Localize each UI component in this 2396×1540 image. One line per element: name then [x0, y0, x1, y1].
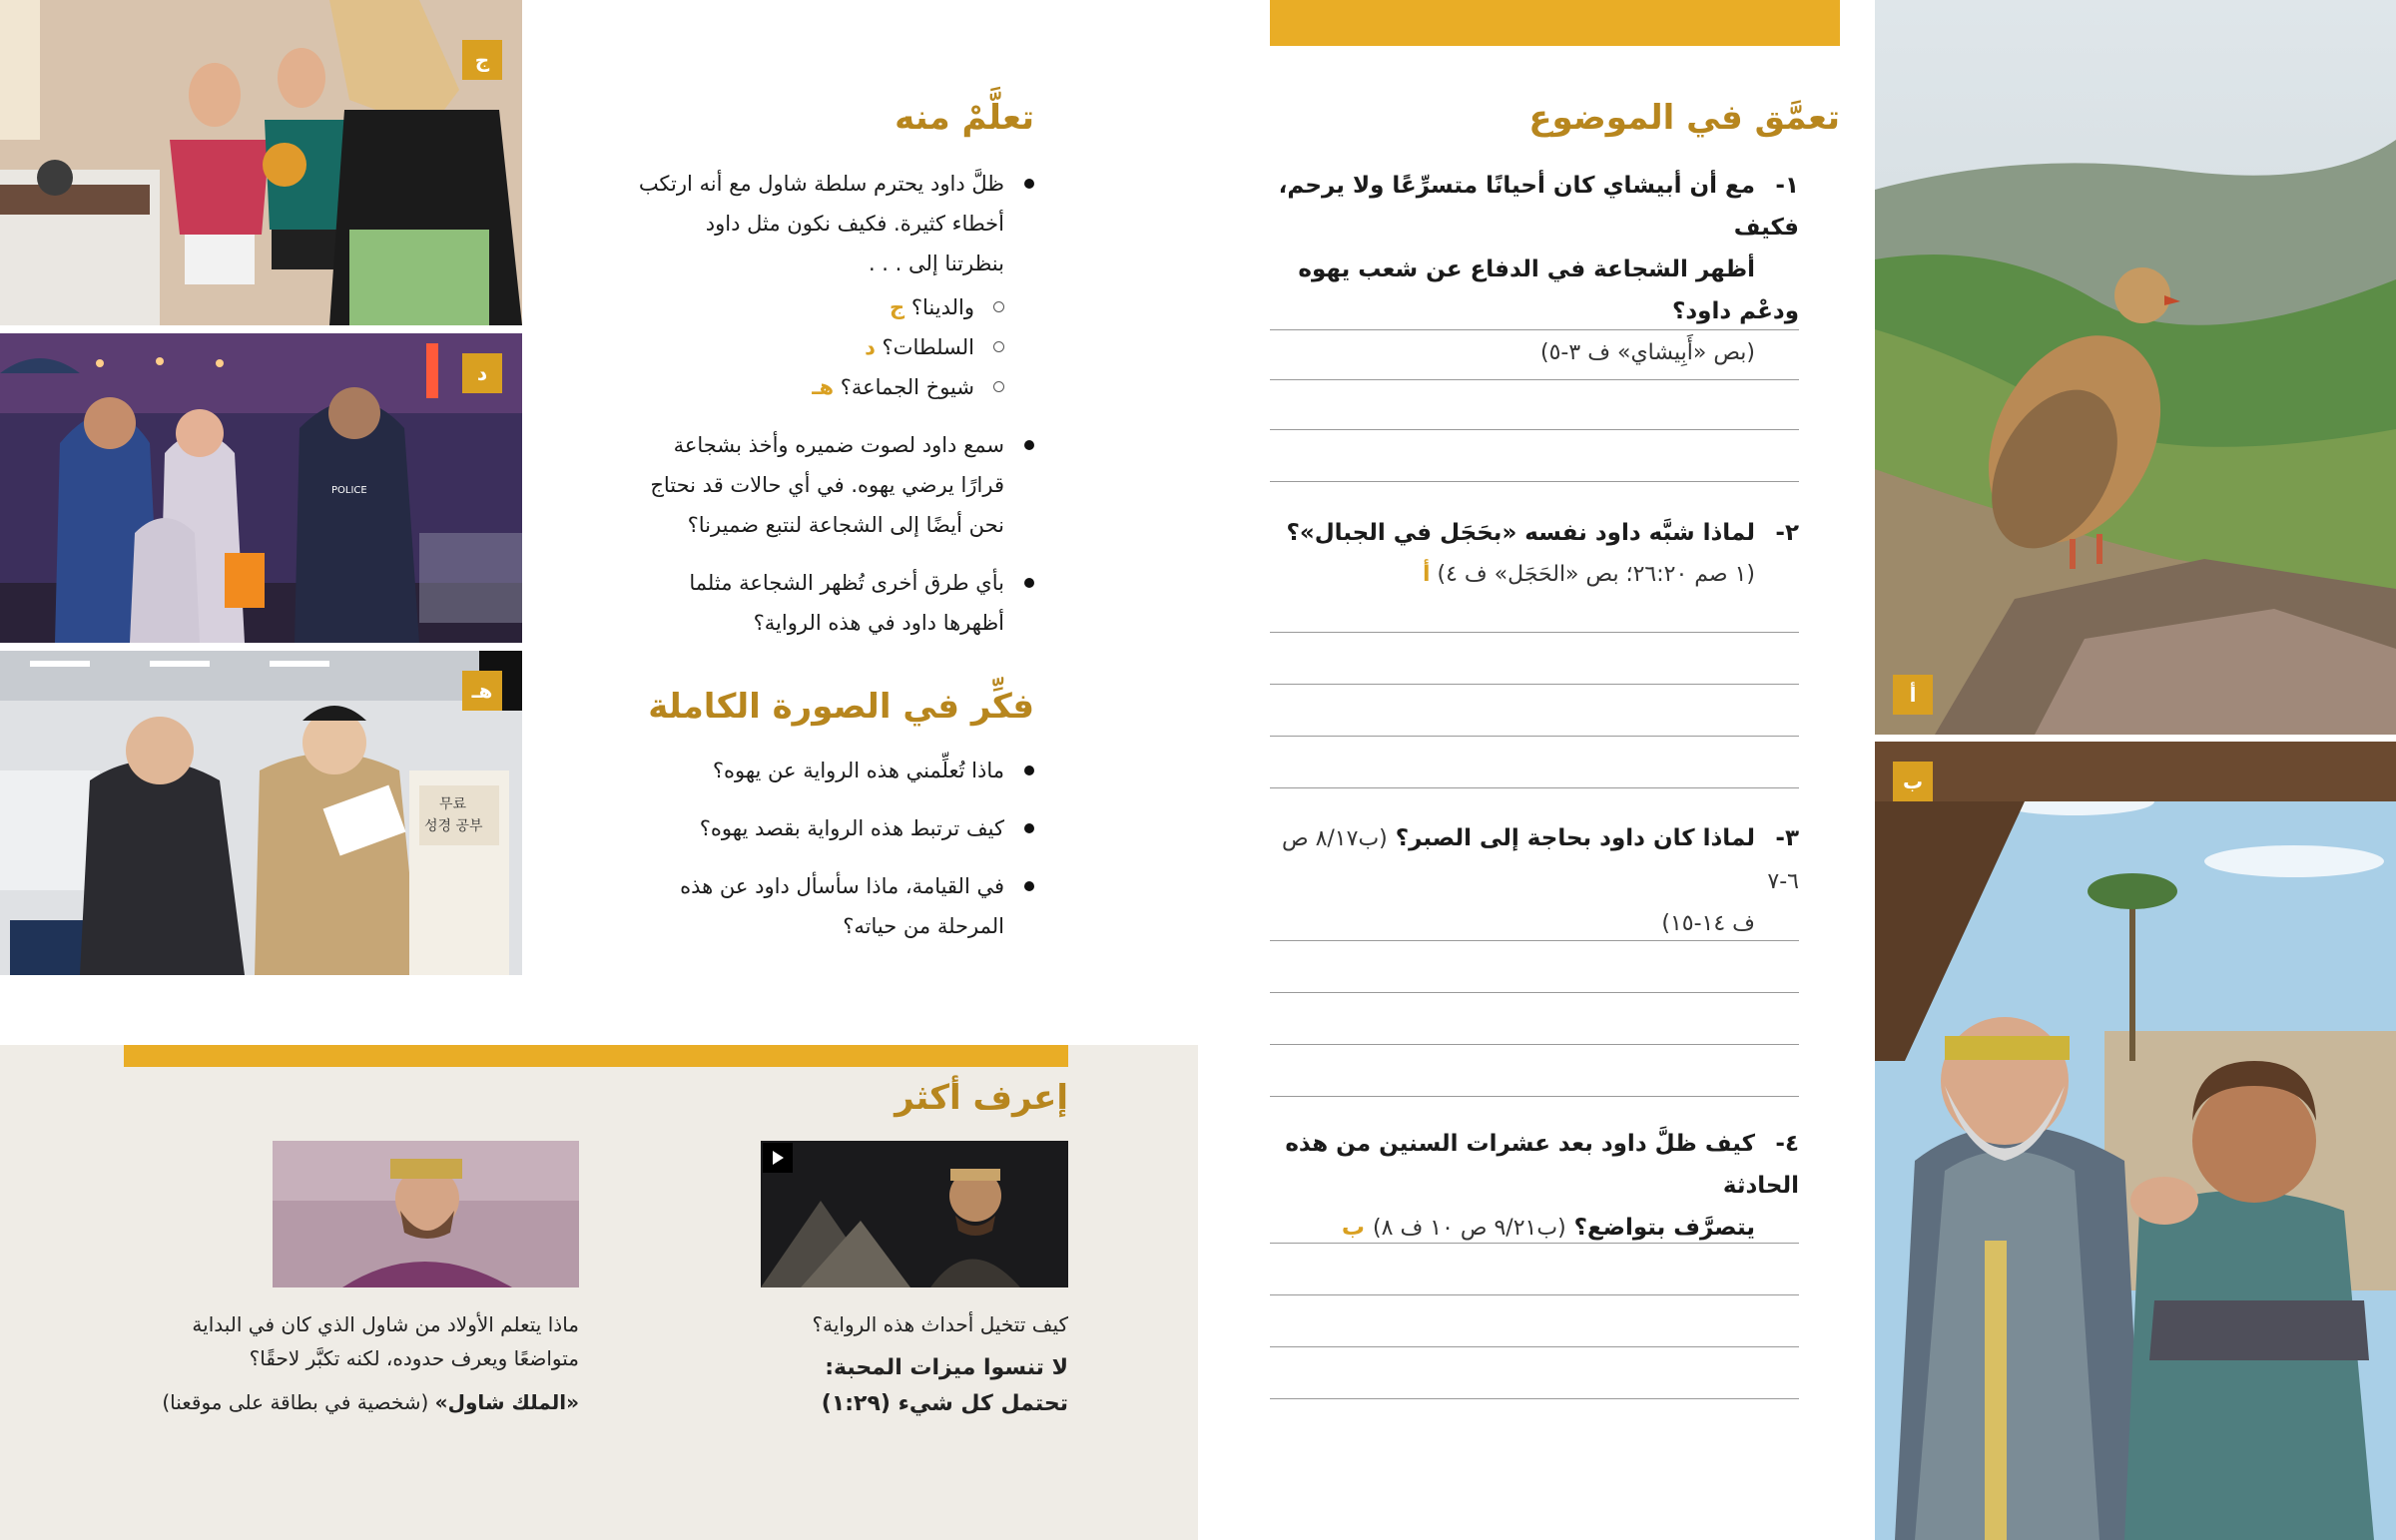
play-icon[interactable]: [763, 1143, 793, 1173]
answer-line[interactable]: [1270, 684, 1799, 685]
answer-line[interactable]: [1270, 379, 1799, 380]
learn-list: [599, 164, 1034, 661]
card-title-suffix: (شخصية في بطاقة على موقعنا): [162, 1390, 435, 1414]
question-text: أظهر الشجاعة في الدفاع عن شعب يهوه ودعْم داود؟: [1298, 257, 1799, 324]
top-accent-bar: [1270, 0, 1840, 46]
learn-bullet: ظلَّ داود يحترم سلطة شاول مع أنه ارتكب أخطاء كثيرة. فكيف نكون مثل داود بنظرتنا إلى . . . والدينا؟ ج السلطات؟ د شيوخ الجماعة؟ هـ: [599, 164, 1034, 407]
think-list: [599, 751, 1034, 964]
answer-line[interactable]: [1270, 1294, 1799, 1295]
answer-line[interactable]: [1270, 632, 1799, 633]
sign-text-1: 무료: [439, 796, 467, 812]
photo-badge-e: هـ: [462, 671, 502, 711]
answer-line[interactable]: [1270, 1096, 1799, 1097]
answer-line[interactable]: [1270, 1398, 1799, 1399]
think-bullet: في القيامة، ماذا سأسأل داود عن هذه المرحلة من حياته؟: [599, 866, 1034, 946]
question-text: لماذا شبَّه داود نفسه «بحَجَل في الجبال»؟: [1286, 520, 1755, 546]
card-title[interactable]: «الملك شاول»: [434, 1390, 579, 1414]
answer-line[interactable]: [1270, 1346, 1799, 1347]
photo-badge-a: أ: [1893, 675, 1933, 715]
question-number: ٢-: [1775, 520, 1799, 546]
answer-line[interactable]: [1270, 736, 1799, 737]
learn-sub-item: والدينا؟ ج: [599, 287, 1004, 327]
learn-heading: تعلَّمْ منه: [895, 98, 1034, 138]
sign-text-2: 성경 공부: [424, 818, 483, 834]
family-photo: [0, 0, 522, 325]
question-text: يتصرَّف بتواضع؟: [1573, 1215, 1755, 1241]
answer-line[interactable]: [1270, 1243, 1799, 1244]
photo-badge-c: ج: [462, 40, 502, 80]
card-text-line2: متواضعًا ويعرف حدوده، لكنه تكبَّر لاحقًا؟: [249, 1346, 579, 1370]
question-reference: (بص «أَبِيشاي» ف ٣-٥): [1540, 340, 1755, 365]
video-title-line2[interactable]: تحتمل كل شيء (١:٢٩): [821, 1391, 1068, 1416]
question-3: [1270, 817, 1799, 945]
panel-accent-bar: [124, 1045, 1068, 1067]
question-number: ٣-: [1775, 825, 1799, 851]
think-heading: فكِّر في الصورة الكاملة: [648, 687, 1034, 727]
question-1: [1270, 165, 1799, 374]
card-text-line1: ماذا يتعلم الأولاد من شاول الذي كان في البداية: [192, 1312, 579, 1336]
question-text: لماذا كان داود بحاجة إلى الصبر؟: [1395, 825, 1755, 851]
question-reference: (١ صم ٢٦:٢٠؛ بص «الحَجَل» ف ٤): [1437, 562, 1755, 587]
photo-reference-badge: ب: [1341, 1215, 1366, 1241]
photo-badge-b: ب: [1893, 762, 1933, 801]
learn-bullet: سمع داود لصوت ضميره وأخذ بشجاعة قرارًا يرضي يهوه. في أي حالات قد نحتاج نحن أيضًا إلى الشجاعة لنتبع ضميرنا؟: [599, 425, 1034, 545]
think-bullet: ماذا تُعلِّمني هذه الرواية عن يهوه؟: [599, 751, 1034, 790]
question-2: [1270, 512, 1799, 596]
learn-bullet: بأي طرق أخرى تُظهر الشجاعة مثلما أظهرها داود في هذه الرواية؟: [599, 563, 1034, 643]
answer-line[interactable]: [1270, 940, 1799, 941]
answer-line[interactable]: [1270, 787, 1799, 788]
mentor-photo: [1875, 742, 2396, 1540]
learn-more-panel: [0, 1045, 1198, 1540]
think-bullet: كيف ترتبط هذه الرواية بقصد يهوه؟: [599, 808, 1034, 848]
photo-reference-badge: أ: [1422, 562, 1431, 587]
ministry-photo: [0, 651, 522, 975]
card-title-line: [120, 1385, 579, 1419]
video-thumbnail[interactable]: [761, 1141, 1068, 1287]
answer-line[interactable]: [1270, 329, 1799, 330]
question-4: [1270, 1123, 1799, 1250]
learn-sub-item: شيوخ الجماعة؟ هـ: [599, 367, 1004, 407]
learn-more-heading: إعرف أكثر: [895, 1078, 1068, 1118]
photo-badge-d: د: [462, 353, 502, 393]
learn-sub-list: [599, 287, 1004, 407]
police-photo: [0, 333, 522, 643]
question-reference: (ب٩/٢١ ص ١٠ ف ٨): [1373, 1216, 1566, 1241]
question-text: كيف ظلَّ داود بعد عشرات السنين من هذه الحادثة: [1285, 1131, 1799, 1199]
answer-line[interactable]: [1270, 481, 1799, 482]
video-title-line1[interactable]: لا تنسوا ميزات المحبة:: [825, 1355, 1068, 1380]
study-heading: تعمَّق في الموضوع: [1528, 98, 1840, 138]
question-reference-cont: ف ١٤-١٥): [1661, 911, 1755, 936]
question-number: ٤-: [1775, 1131, 1799, 1157]
answer-line[interactable]: [1270, 1044, 1799, 1045]
question-number: ١-: [1775, 173, 1799, 199]
answer-line[interactable]: [1270, 429, 1799, 430]
question-reference: (ب٨/١٧ ص ٦-٧: [1281, 826, 1799, 894]
question-text: مع أن أبيشاي كان أحيانًا متسرِّعًا ولا يرحم، فكيف: [1278, 173, 1799, 241]
video-question: كيف تتخيل أحداث هذه الرواية؟: [812, 1312, 1068, 1336]
learn-sub-item: السلطات؟ د: [599, 327, 1004, 367]
partridge-photo: [1875, 0, 2396, 735]
answer-line[interactable]: [1270, 992, 1799, 993]
police-jacket-text: POLICE: [331, 485, 367, 496]
king-saul-thumbnail[interactable]: [273, 1141, 579, 1287]
